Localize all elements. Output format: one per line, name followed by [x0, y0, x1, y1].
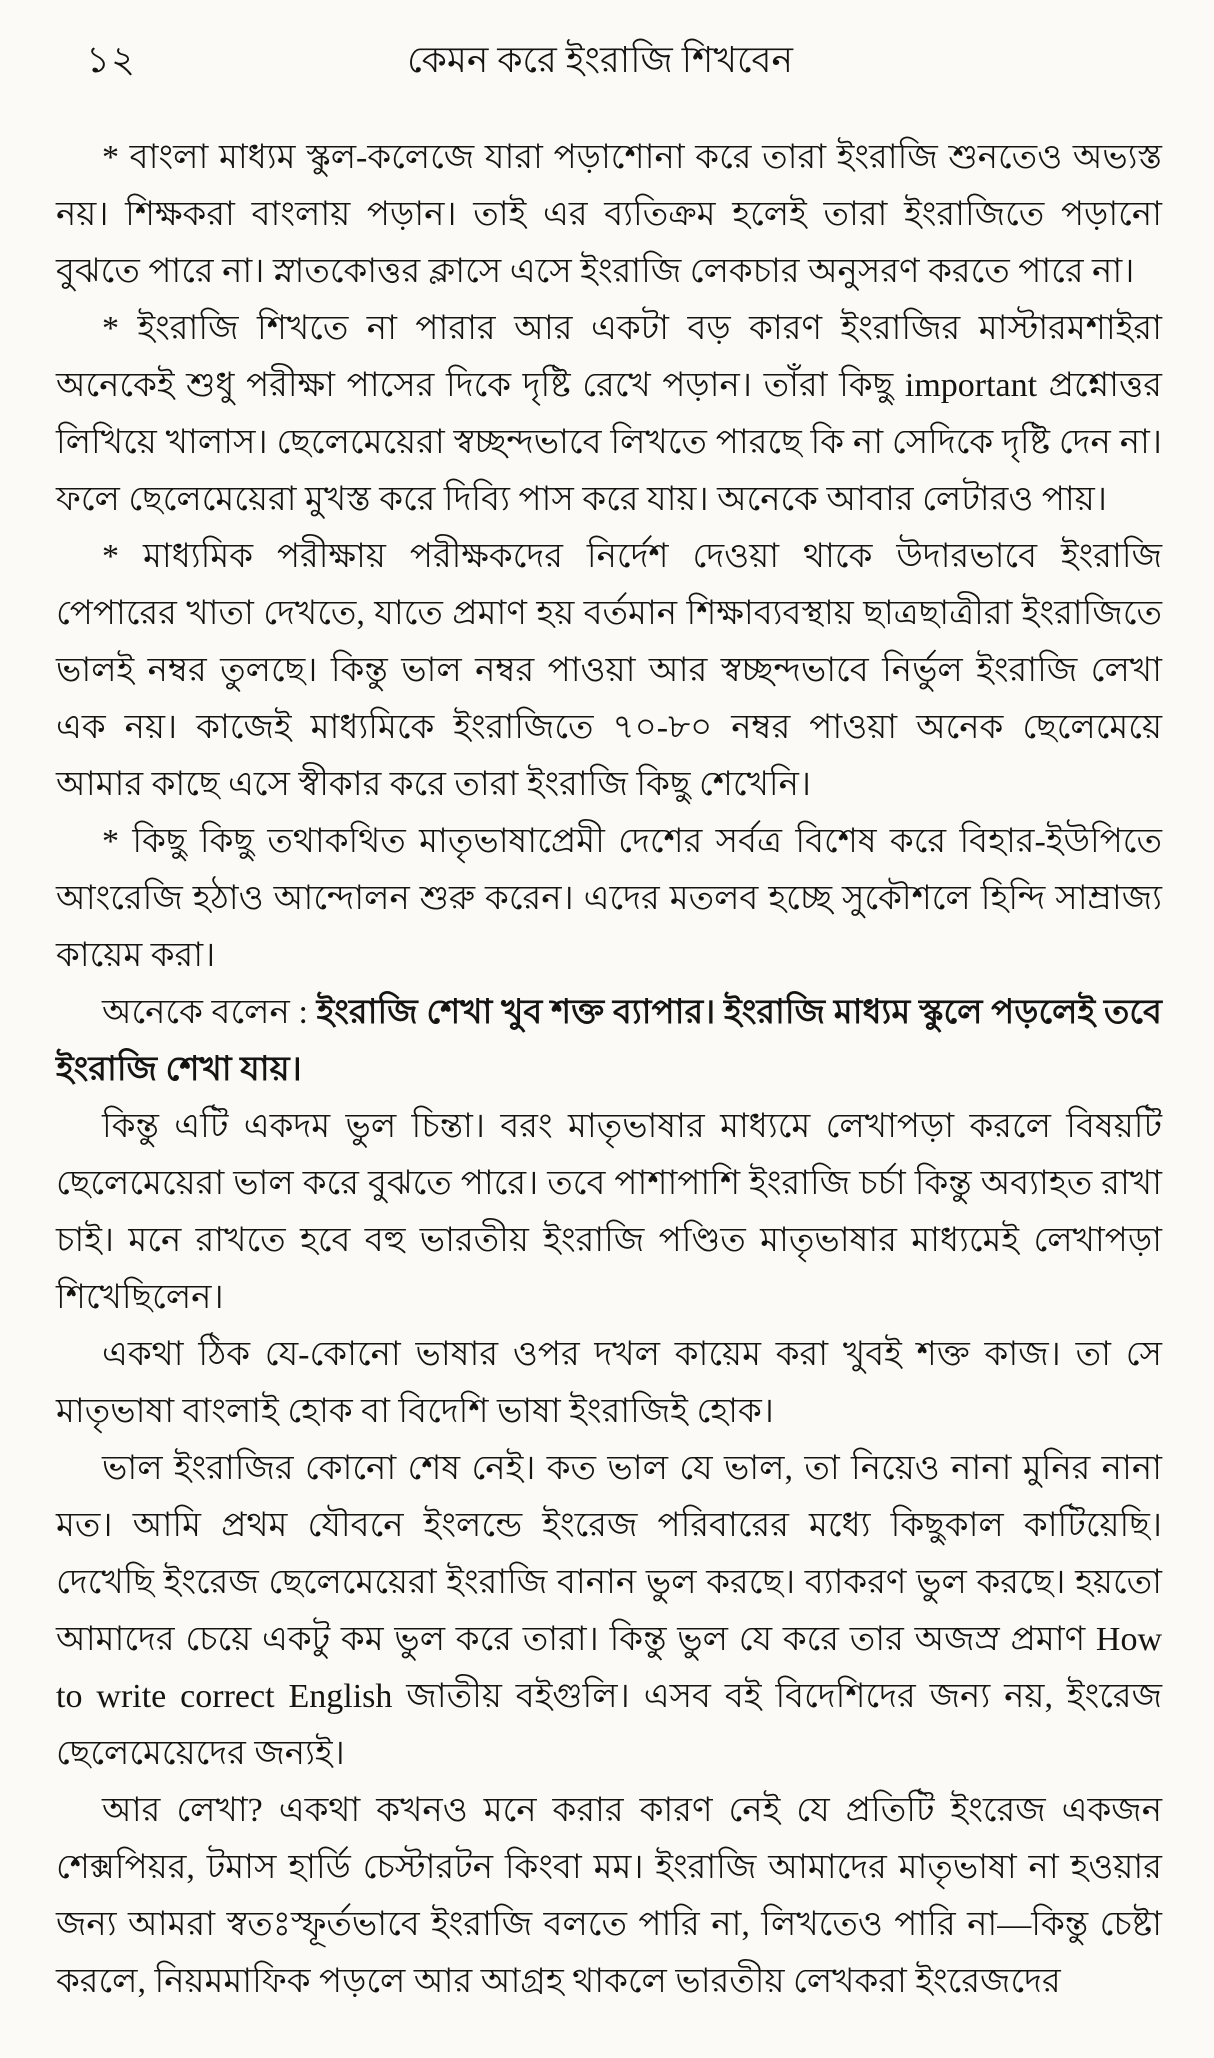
page-body	[0, 93, 1214, 2010]
paragraph	[56, 813, 1162, 984]
paragraph-segment: * মাধ্যমিক পরীক্ষায় পরীক্ষকদের নির্দেশ দেওয়া থাকে উদারভাবে ইংরাজি পেপারের খাতা দেখতে, যাতে প্রমাণ হয় বর্তমান শিক্ষাব্যবস্থায় ছাত্রছাত্রীরা ইংরাজিতে ভালই নম্বর তুলছে। কিন্তু ভাল নম্বর পাওয়া আর স্বচ্ছন্দভাবে নির্ভুল ইংরাজি লেখা এক নয়। কাজেই মাধ্যমিকে ইংরাজিতে ৭০-৮০ নম্বর পাওয়া অনেক ছেলেমেয়ে আমার কাছে এসে স্বীকার করে তারা ইংরাজি কিছু শেখেনি।	[56, 538, 1162, 803]
paragraph	[56, 528, 1162, 813]
paragraph	[56, 129, 1162, 300]
paragraph-segment: ভাল ইংরাজির কোনো শেষ নেই। কত ভাল যে ভাল, তা নিয়েও নানা মুনির নানা মত। আমি প্রথম যৌবনে ইংলন্ডে ইংরেজ পরিবারের মধ্যে কিছুকাল কাটিয়েছি। দেখেছি ইংরেজ ছেলেমেয়েরা ইংরাজি বানান ভুল করছে। ব্যাকরণ ভুল করছে। হয়তো আমাদের চেয়ে একটু কম ভুল করে তারা। কিন্তু ভুল যে করে তার অজস্র প্রমাণ How to write correct English জাতীয় বইগুলি। এসব বই বিদেশিদের জন্য নয়, ইংরেজ ছেলেমেয়েদের জন্যই।	[56, 1450, 1162, 1772]
page-number: ১২	[86, 40, 137, 81]
paragraph-segment: একথা ঠিক যে-কোনো ভাষার ওপর দখল কায়েম করা খুবই শক্ত কাজ। তা সে মাতৃভাষা বাংলাই হোক বা বিদেশি ভাষা ইংরাজিই হোক।	[56, 1336, 1162, 1430]
paragraph	[56, 300, 1162, 528]
paragraph	[56, 1782, 1162, 2010]
page-header	[0, 0, 1214, 93]
paragraph	[56, 1098, 1162, 1326]
paragraph	[56, 1326, 1162, 1440]
paragraph-segment: অনেকে বলেন :	[102, 994, 317, 1031]
paragraph-segment: * বাংলা মাধ্যম স্কুল-কলেজে যারা পড়াশোনা করে তারা ইংরাজি শুনতেও অভ্যস্ত নয়। শিক্ষকরা বাংলায় পড়ান। তাই এর ব্যতিক্রম হলেই তারা ইংরাজিতে পড়ানো বুঝতে পারে না। স্নাতকোত্তর ক্লাসে এসে ইংরাজি লেকচার অনুসরণ করতে পারে না।	[56, 139, 1162, 290]
paragraph-segment: * ইংরাজি শিখতে না পারার আর একটা বড় কারণ ইংরাজির মাস্টারমশাইরা অনেকেই শুধু পরীক্ষা পাসের দিকে দৃষ্টি রেখে পড়ান। তাঁরা কিছু important প্রশ্নোত্তর লিখিয়ে খালাস। ছেলেমেয়েরা স্বচ্ছন্দভাবে লিখতে পারছে কি না সেদিকে দৃষ্টি দেন না। ফলে ছেলেমেয়েরা মুখস্ত করে দিব্যি পাস করে যায়। অনেকে আবার লেটারও পায়।	[56, 310, 1162, 518]
paragraph	[56, 984, 1162, 1098]
paragraph-segment: আর লেখা? একথা কখনও মনে করার কারণ নেই যে প্রতিটি ইংরেজ একজন শেক্সপিয়র, টমাস হার্ডি চেস্টারটন কিংবা মম। ইংরাজি আমাদের মাতৃভাষা না হওয়ার জন্য আমরা স্বতঃস্ফূর্তভাবে ইংরাজি বলতে পারি না, লিখতেও পারি না—কিন্তু চেষ্টা করলে, নিয়মমাফিক পড়লে আর আগ্রহ থাকলে ভারতীয় লেখকরা ইংরেজদের	[56, 1792, 1162, 2000]
paragraph-segment: ইংরাজি শেখা খুব শক্ত ব্যাপার। ইংরাজি মাধ্যম স্কুলে পড়লেই তবে ইংরাজি শেখা যায়।	[56, 994, 1162, 1088]
page-title: কেমন করে ইংরাজি শিখবেন	[407, 40, 793, 80]
paragraph-segment: কিন্তু এটি একদম ভুল চিন্তা। বরং মাতৃভাষার মাধ্যমে লেখাপড়া করলে বিষয়টি ছেলেমেয়েরা ভাল করে বুঝতে পারে। তবে পাশাপাশি ইংরাজি চর্চা কিন্তু অব্যাহত রাখা চাই। মনে রাখতে হবে বহু ভারতীয় ইংরাজি পণ্ডিত মাতৃভাষার মাধ্যমেই লেখাপড়া শিখেছিলেন।	[56, 1108, 1162, 1316]
paragraph	[56, 1440, 1162, 1782]
paragraph-segment: * কিছু কিছু তথাকথিত মাতৃভাষাপ্রেমী দেশের সর্বত্র বিশেষ করে বিহার-ইউপিতে আংরেজি হঠাও আন্দোলন শুরু করেন। এদের মতলব হচ্ছে সুকৌশলে হিন্দি সাম্রাজ্য কায়েম করা।	[56, 823, 1162, 974]
